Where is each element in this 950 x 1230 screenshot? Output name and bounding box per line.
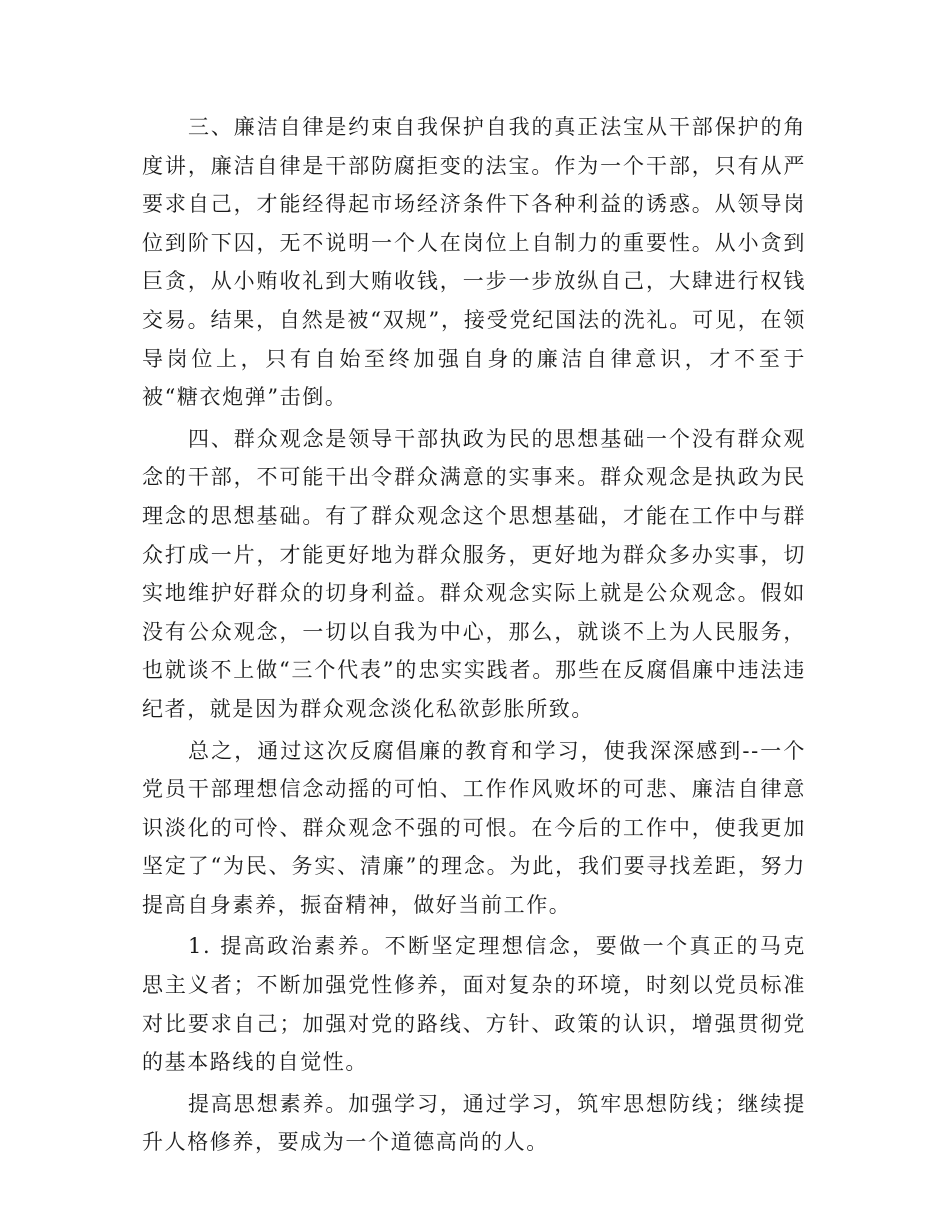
paragraph-mass-concept: 四、群众观念是领导干部执政为民的思想基础一个没有群众观念的干部，不可能干出令群众满意的实事来。群众观念是执政为民理念的思想基础。有了群众观念这个思想基础，才能在工作中与群众打成一片，才能更好地为群众服务，更好地为群众多办实事，切实地维护好群众的切身利益。群众观念实际上就是公众观念。假如没有公众观念，一切以自我为中心，那么，就谈不上为人民服务，也就谈不上做“三个代表”的忠实实践者。那些在反腐倡廉中违法违纪者，就是因为群众观念淡化私欲彭胀所致。 (142, 426, 806, 721)
paragraph-summary: 总之，通过这次反腐倡廉的教育和学习，使我深深感到--一个党员干部理想信念动摇的可怕、工作作风败坏的可悲、廉洁自律意识淡化的可怜、群众观念不强的可恨。在今后的工作中，使我更加坚定了“为民、务实、清廉”的理念。为此，我们要寻找差距，努力提高自身素养，振奋精神，做好当前工作。 (142, 738, 806, 917)
document-body (142, 108, 806, 1162)
paragraph-ideological-quality: 提高思想素养。加强学习，通过学习，筑牢思想防线；继续提升人格修养，要成为一个道德高尚的人。 (142, 1091, 806, 1155)
paragraph-political-quality: 1. 提高政治素养。不断坚定理想信念，要做一个真正的马克思主义者；不断加强党性修养，面对复杂的环境，时刻以党员标准对比要求自己；加强对党的路线、方针、政策的认识，增强贯彻党的基本路线的自觉性。 (142, 934, 806, 1075)
paragraph-integrity: 三、廉洁自律是约束自我保护自我的真正法宝从干部保护的角度讲，廉洁自律是干部防腐拒变的法宝。作为一个干部，只有从严要求自己，才能经得起市场经济条件下各种利益的诱惑。从领导岗位到阶下囚，无不说明一个人在岗位上自制力的重要性。从小贪到巨贪，从小贿收礼到大贿收钱，一步一步放纵自己，大肆进行权钱交易。结果，自然是被“双规”，接受党纪国法的洗礼。可见，在领导岗位上，只有自始至终加强自身的廉洁自律意识，才不至于被“糖衣炮弹”击倒。 (142, 115, 806, 410)
